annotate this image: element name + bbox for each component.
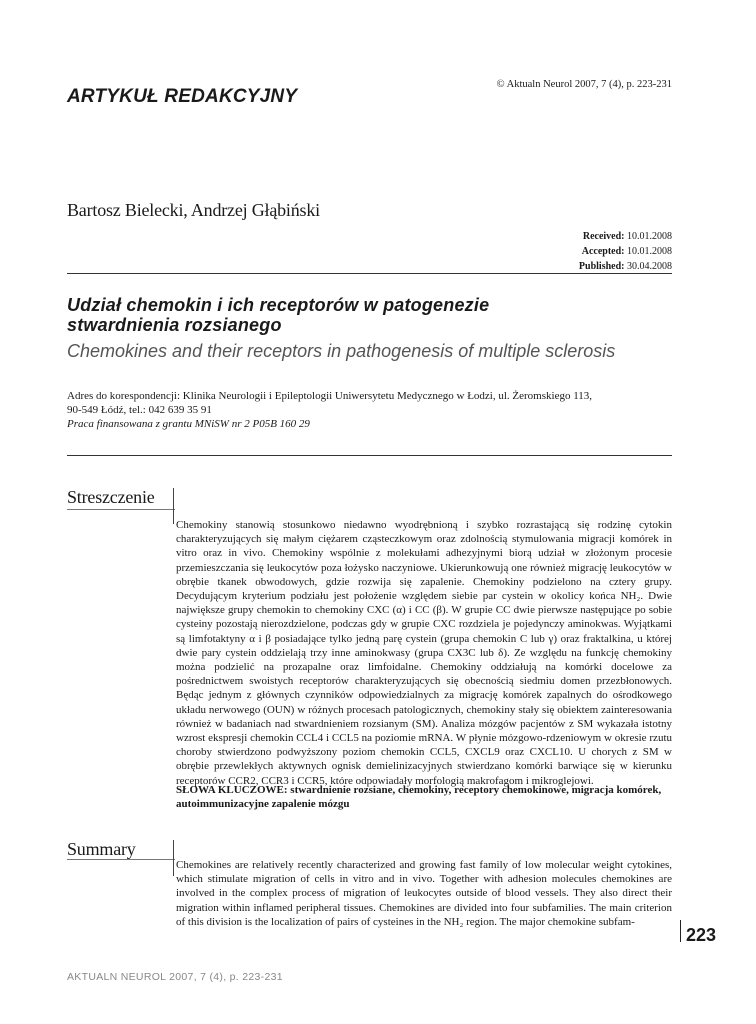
accepted-date: 10.01.2008 [627,246,672,257]
page-number: 223 [686,925,717,945]
article-type-label: ARTYKUŁ REDAKCYJNY [67,86,298,107]
summary-heading-rule [67,859,175,860]
running-footer: AKTUALN NEUROL 2007, 7 (4), p. 223-231 [67,971,283,983]
streszczenie-text: Chemokiny stanowią stosunkowo niedawno wyodrębnioną i szybko rozrastającą się rodzinę cytokin charakteryzujących się małym ciężarem cząsteczkowym oraz zdolnością stymulowania migracji komórek in vitro oraz in vivo. Chemokiny wspólnie z molekułami adhezyjnymi biorą udział w złożonym procesie przemieszczania się leukocytów poza łożysko naczyniowe. Ukierunkowują one również migrację leukocytów w obrębie tkanek obwodowych, gdzie rozwija się zapalenie. Chemokiny podzielono na cztery grupy. Decydującym kryterium podziału jest położenie względem siebie par cystein w okolicy końca NH₂. Dwie największe grupy chemokin to chemokiny CXC (α) i CC (β). W grupie CC dwie pierwsze następujące po sobie cysteiny pozostają nierozdzielone, podczas gdy w grupie CXC rozdziela je pojedynczy aminokwas. Wyjątkami są limfotaktyny α i β posiadające tylko jedną parę cystein (grupa chemokin C lub γ) oraz fraktalkina, u której dwie pary cystein oddzielają trzy inne aminokwasy (grupa CX3C lub δ). Ze względu na funkcję chemokiny można podzielić na prozapalne oraz limfoidalne. Chemokiny oddziałują na komórki docelowe za pośrednictwem swoistych receptorów charakteryzujących się obecnością siedmiu domen przezbłonowych. Będąc jednym z głównych czynników odpowiedzialnych za migrację komórek zapalnych do ośrodkowego układu nerwowego (OUN) w różnych procesach patologicznych, chemokiny stały się obiektem zainteresowania również w badaniach nad stwardnieniem rozsianym (SM). Analiza mózgów pacjentów z SM wykazała istotny wzrost ekspresji chemokin CCL4 i CCL5 na poziomie mRNA. W płynie mózgowo-rdzeniowym w okresie rzutu choroby stwierdzono podwyższony poziom chemokin CCL5, CXCL9 oraz CXCL10. U chorych z SM w obrębie przewlekłych aktywnych ognisk demielinizacyjnych stwierdzano komórki barwiące się w kierunku receptorów CCR2, CCR3 i CCR5, które odpowiadały morfologią makrofagom i mikroglejowi. [176,519,672,787]
published-date: 30.04.2008 [627,261,672,272]
page-number-rule [680,920,681,942]
summary-column-rule [173,840,174,876]
article-dates [420,229,672,274]
title-polish [67,295,667,335]
keywords-polish: SŁOWA KLUCZOWE: stwardnienie rozsiane, chemokiny, receptory chemokinowe, migracja komórek, autoimmunizacyjne zapalenie mózgu [176,784,662,810]
correspondence-line-1: Adres do korespondencji: Klinika Neurologii i Epileptologii Uniwersytetu Medycznego w Łodzi, ul. Żeromskiego 113, [67,390,593,402]
summary-heading: Summary [67,839,136,859]
accepted-label: Accepted: [581,246,625,257]
title-polish-line-1: Udział chemokin i ich receptorów w patogenezie [67,295,490,315]
received-date: 10.01.2008 [627,231,672,242]
title-english: Chemokines and their receptors in pathogenesis of multiple sclerosis [67,341,616,361]
streszczenie-column-rule [173,488,174,524]
received-row [420,229,672,244]
copyright-line: © Aktualn Neurol 2007, 7 (4), p. 223-231 [496,79,672,90]
divider-top [67,273,672,274]
streszczenie-heading: Streszczenie [67,487,155,507]
authors: Bartosz Bielecki, Andrzej Głąbiński [67,200,320,220]
divider-middle [67,455,672,456]
summary-text: Chemokines are relatively recently characterized and growing fast family of low molecular weight cytokines, which stimulate migration of cells in vitro and in vivo. Together with adhesion molecules chemokines are involved in the complex process of migration of leukocytes outside of blood vessels. They also direct their migration within inflamed peripheral tissues. Chemokines are divided into four subfamilies. The main criterion of this division is the localization of pairs of cysteines in the NH₂ region. The major chemokine subfam- [176,859,672,928]
published-row [420,259,672,274]
correspondence [67,389,677,431]
published-label: Published: [578,261,625,272]
accepted-row [420,244,672,259]
funding-note: Praca finansowana z grantu MNiSW nr 2 P05B 160 29 [67,418,310,430]
streszczenie-heading-rule [67,509,175,510]
title-polish-line-2: stwardnienia rozsianego [67,315,282,335]
received-label: Received: [582,231,625,242]
correspondence-line-2: 90-549 Łódź, tel.: 042 639 35 91 [67,404,212,416]
